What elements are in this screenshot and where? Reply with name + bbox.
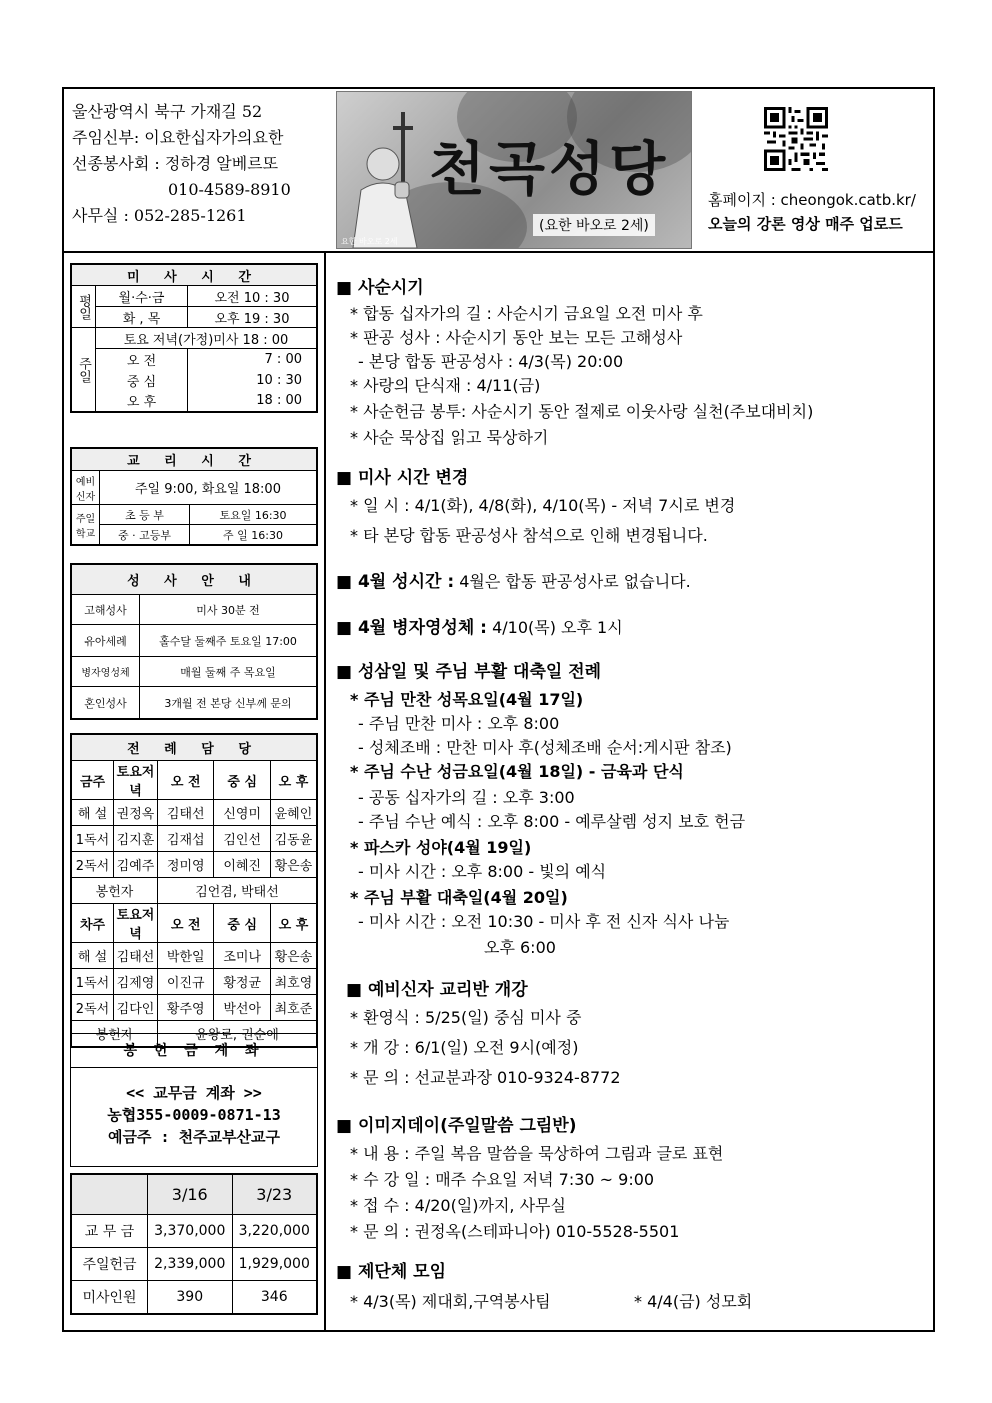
liturgy-cell: 황정균	[214, 969, 270, 995]
sunday-mass-label: 중 심	[96, 370, 188, 391]
imagine-item: * 내 용 : 주일 복음 말씀을 묵상하여 그림과 글로 표현	[350, 1144, 724, 1163]
imagine-item: * 수 강 일 : 매주 수요일 저녁 7:30 ~ 9:00	[350, 1170, 655, 1189]
liturgy-header: 오 전	[158, 761, 214, 800]
lent-title: ■ 사순시기	[336, 278, 424, 298]
liturgy-cell: 김지훈	[114, 826, 158, 852]
liturgy-cell: 이진규	[158, 969, 214, 995]
patron-saint: (요한 바오로 2세)	[533, 214, 655, 236]
easter-item: * 파스카 성야(4월 19일)	[350, 838, 532, 857]
saturday-eve-mass: 토요 저녁(가정)미사 18 : 00	[96, 328, 317, 349]
liturgy-header: 중 심	[214, 761, 270, 800]
liturgy-cell: 김동윤	[270, 826, 316, 852]
finance-value: 346	[232, 1281, 317, 1314]
easter-item: - 주님 수난 예식 : 오후 8:00 - 예루살렘 성지 보호 헌금	[358, 812, 746, 831]
sacraments-title: 성 사 안 내	[72, 565, 317, 595]
mass-change-item: * 타 본당 합동 판공성사 참석으로 인해 변경됩니다.	[350, 526, 708, 545]
offering-label: 봉헌자	[72, 878, 158, 904]
finance-date: 3/23	[232, 1175, 317, 1215]
easter-item: - 성체조배 : 만찬 미사 후(성체조배 순서:게시판 참조)	[358, 738, 732, 757]
council-phone: 010-4589-8910	[168, 180, 291, 199]
easter-item: - 공동 십자가의 길 : 오후 3:00	[358, 788, 575, 807]
catechumen-item: * 문 의 : 선교분과장 010-9324-8772	[350, 1068, 621, 1087]
weekday-time: 오전 10 : 30	[188, 286, 317, 307]
liturgy-cell: 김예주	[114, 852, 158, 878]
liturgy-header: 중 심	[214, 904, 270, 943]
office-phone: 사무실 : 052-285-1261	[72, 206, 247, 225]
liturgy-header: 토요저녁	[114, 761, 158, 800]
catechumen-label: 예비신자	[72, 471, 100, 505]
groups-item: * 4/3(목) 제대회,구역봉사팀	[350, 1292, 551, 1311]
mass-times-box	[70, 263, 318, 413]
liturgy-cell: 해 설	[72, 800, 114, 826]
easter-item: - 미사 시간 : 오전 10:30 - 미사 후 전 신자 식사 나눔	[358, 912, 730, 931]
sacrament-name: 혼인성사	[72, 687, 140, 719]
easter-item: - 주님 만찬 미사 : 오후 8:00	[358, 714, 560, 733]
liturgy-cell: 김다인	[114, 995, 158, 1021]
liturgy-cell: 권정옥	[114, 800, 158, 826]
sacrament-info: 매월 둘째 주 목요일	[140, 657, 317, 687]
imagine-item: * 문 의 : 권정옥(스테파니아) 010-5528-5501	[350, 1222, 680, 1241]
lent-item: * 사순헌금 봉투: 사순시기 동안 절제로 이웃사랑 실천(주보대비치)	[350, 402, 814, 421]
imagine-item: * 접 수 : 4/20(일)까지, 사무실	[350, 1196, 566, 1215]
catechumen-title: ■ 예비신자 교리반 개강	[346, 980, 528, 1000]
finance-label: 교 무 금	[72, 1215, 148, 1248]
account-holder: 예금주 : 천주교부산교구	[108, 1128, 280, 1146]
address: 울산광역시 북구 가재길 52	[72, 102, 263, 121]
liturgy-cell: 황은송	[270, 852, 316, 878]
finance-label: 미사인원	[72, 1281, 148, 1314]
weekday-label: 평일	[72, 286, 96, 328]
liturgy-cell: 김태선	[158, 800, 214, 826]
liturgy-cell: 2독서	[72, 852, 114, 878]
liturgy-cell: 박한일	[158, 943, 214, 969]
easter-title: ■ 성삼일 및 주님 부활 대축일 전례	[336, 662, 602, 682]
account-line: << 교무금 계좌 >>	[126, 1084, 262, 1102]
church-info	[72, 99, 334, 229]
finance-value: 3,220,000	[232, 1215, 317, 1248]
lent-item: * 합동 십자가의 길 : 사순시기 금요일 오전 미사 후	[350, 304, 703, 323]
liturgy-header: 차주	[72, 904, 114, 943]
lent-item: * 사랑의 단식재 : 4/11(금)	[350, 376, 541, 395]
account-number: 농협355-0009-0871-13	[107, 1106, 281, 1124]
catechism-title: 교 리 시 간	[72, 449, 317, 471]
easter-item: 오후 6:00	[484, 938, 556, 957]
church-name: 천곡성당	[429, 135, 670, 203]
catechumen-item: * 환영식 : 5/25(일) 중심 미사 중	[350, 1008, 582, 1027]
left-column	[64, 253, 326, 1330]
lent-item: * 사순 묵상집 읽고 묵상하기	[350, 428, 549, 447]
liturgy-cell: 김인선	[214, 826, 270, 852]
liturgy-cell: 정미영	[158, 852, 214, 878]
liturgy-cell: 김제영	[114, 969, 158, 995]
finance-value: 390	[148, 1281, 233, 1314]
sunday-mass-label: 오 후	[96, 391, 188, 412]
catechumen-time: 주일 9:00, 화요일 18:00	[100, 471, 317, 505]
sunday-mass-time: 7 : 00	[188, 349, 317, 370]
mass-change-title: ■ 미사 시간 변경	[336, 468, 469, 488]
finance-label: 주일헌금	[72, 1248, 148, 1281]
sacraments-box	[70, 563, 318, 720]
april-sick-title: ■ 4월 병자영성체 :	[336, 618, 487, 638]
april-sick-communion	[336, 613, 623, 638]
offering-label: 봉헌자	[72, 1021, 158, 1047]
finance-box	[70, 1173, 318, 1315]
offering-names: 윤왕로, 권순애	[158, 1021, 317, 1047]
finance-value: 1,929,000	[232, 1248, 317, 1281]
april-holy-hour	[336, 567, 691, 592]
school-group: 중 · 고등부	[100, 525, 190, 545]
weekday-time: 오후 19 : 30	[188, 307, 317, 328]
april-holy-hour-title: ■ 4월 성시간 :	[336, 572, 455, 592]
liturgy-table	[71, 734, 317, 1047]
sacrament-info: 3개월 전 본당 신부께 문의	[140, 687, 317, 719]
finance-table	[71, 1174, 317, 1314]
liturgy-cell: 최호영	[270, 969, 316, 995]
imagine-title: ■ 이미지데이(주일말씀 그림반)	[336, 1116, 577, 1136]
liturgy-cell: 황은송	[270, 943, 316, 969]
liturgy-cell: 1독서	[72, 969, 114, 995]
sacrament-name: 병자영성체	[72, 657, 140, 687]
catechumen-item: * 개 강 : 6/1(일) 오전 9시(예정)	[350, 1038, 579, 1057]
easter-item: * 주님 수난 성금요일(4월 18일) - 금육과 단식	[350, 762, 684, 781]
liturgy-header: 오 전	[158, 904, 214, 943]
easter-item: - 미사 시간 : 오후 8:00 - 빛의 예식	[358, 862, 607, 881]
photo-caption: 요한 바오로 2세	[341, 237, 398, 246]
sacrament-info: 미사 30분 전	[140, 595, 317, 625]
sunday-mass-time: 10 : 30	[188, 370, 317, 391]
liturgy-box	[70, 733, 318, 1048]
weekday-days: 월·수·금	[96, 286, 188, 307]
catechism-box	[70, 447, 318, 546]
school-time: 주 일 16:30	[190, 525, 317, 545]
groups-title: ■ 제단체 모임	[336, 1262, 447, 1282]
april-sick-text: 4/10(목) 오후 1시	[492, 618, 623, 637]
sacrament-info: 홀수달 둘째주 토요일 17:00	[140, 625, 317, 657]
liturgy-cell: 김태선	[114, 943, 158, 969]
liturgy-cell: 이혜진	[214, 852, 270, 878]
qr-code-icon[interactable]	[764, 107, 828, 171]
liturgy-cell: 조미나	[214, 943, 270, 969]
april-holy-hour-text: 4월은 합동 판공성사로 없습니다.	[459, 572, 691, 591]
liturgy-cell: 2독서	[72, 995, 114, 1021]
sacrament-name: 고해성사	[72, 595, 140, 625]
easter-item: * 주님 만찬 성목요일(4월 17일)	[350, 690, 584, 709]
liturgy-header: 오 후	[270, 904, 316, 943]
liturgy-cell: 신영미	[214, 800, 270, 826]
account-title: 봉 헌 금 계 좌	[71, 1034, 317, 1068]
liturgy-header: 오 후	[270, 761, 316, 800]
liturgy-cell: 1독서	[72, 826, 114, 852]
weekday-days: 화 , 목	[96, 307, 188, 328]
header	[64, 89, 933, 253]
sunday-school-label: 주일학교	[72, 505, 100, 545]
sacrament-name: 유아세례	[72, 625, 140, 657]
liturgy-cell: 윤혜인	[270, 800, 316, 826]
account-details	[71, 1068, 317, 1148]
finance-value: 2,339,000	[148, 1248, 233, 1281]
sunday-label: 주일	[72, 328, 96, 412]
school-time: 토요일 16:30	[190, 505, 317, 525]
homepage-link[interactable]: 홈페이지 : cheongok.catb.kr/	[708, 191, 916, 209]
church-banner	[336, 91, 692, 249]
finance-value: 3,370,000	[148, 1215, 233, 1248]
liturgy-cell: 최호준	[270, 995, 316, 1021]
liturgy-cell: 황주영	[158, 995, 214, 1021]
offering-names: 김언겸, 박태선	[158, 878, 317, 904]
liturgy-header: 금주	[72, 761, 114, 800]
mass-times-title: 미 사 시 간	[72, 265, 317, 286]
mass-change-item: * 일 시 : 4/1(화), 4/8(화), 4/10(목) - 저녁 7시로 변경	[350, 496, 736, 515]
lent-item: * 판공 성사 : 사순시기 동안 보는 모든 고해성사	[350, 328, 683, 347]
groups-item: * 4/4(금) 성모회	[634, 1292, 753, 1311]
liturgy-title: 전 례 담 당	[72, 735, 317, 761]
account-box	[70, 1033, 318, 1167]
lent-item: - 본당 합동 판공성사 : 4/3(목) 20:00	[358, 352, 624, 371]
liturgy-cell: 해 설	[72, 943, 114, 969]
sunday-mass-label: 오 전	[96, 349, 188, 370]
bulletin-page	[62, 87, 935, 1332]
liturgy-header: 토요저녁	[114, 904, 158, 943]
upload-notice: 오늘의 강론 영상 매주 업로드	[708, 215, 903, 233]
liturgy-cell: 김재섭	[158, 826, 214, 852]
liturgy-cell: 박선아	[214, 995, 270, 1021]
council: 선종봉사회 : 정하경 알베르또	[72, 154, 279, 173]
pastor: 주임신부: 이요한십자가의요한	[72, 128, 284, 147]
sunday-mass-time: 18 : 00	[188, 391, 317, 412]
finance-date: 3/16	[148, 1175, 233, 1215]
school-group: 초 등 부	[100, 505, 190, 525]
pope-figure-icon	[343, 112, 433, 248]
easter-item: * 주님 부활 대축일(4월 20일)	[350, 888, 568, 907]
